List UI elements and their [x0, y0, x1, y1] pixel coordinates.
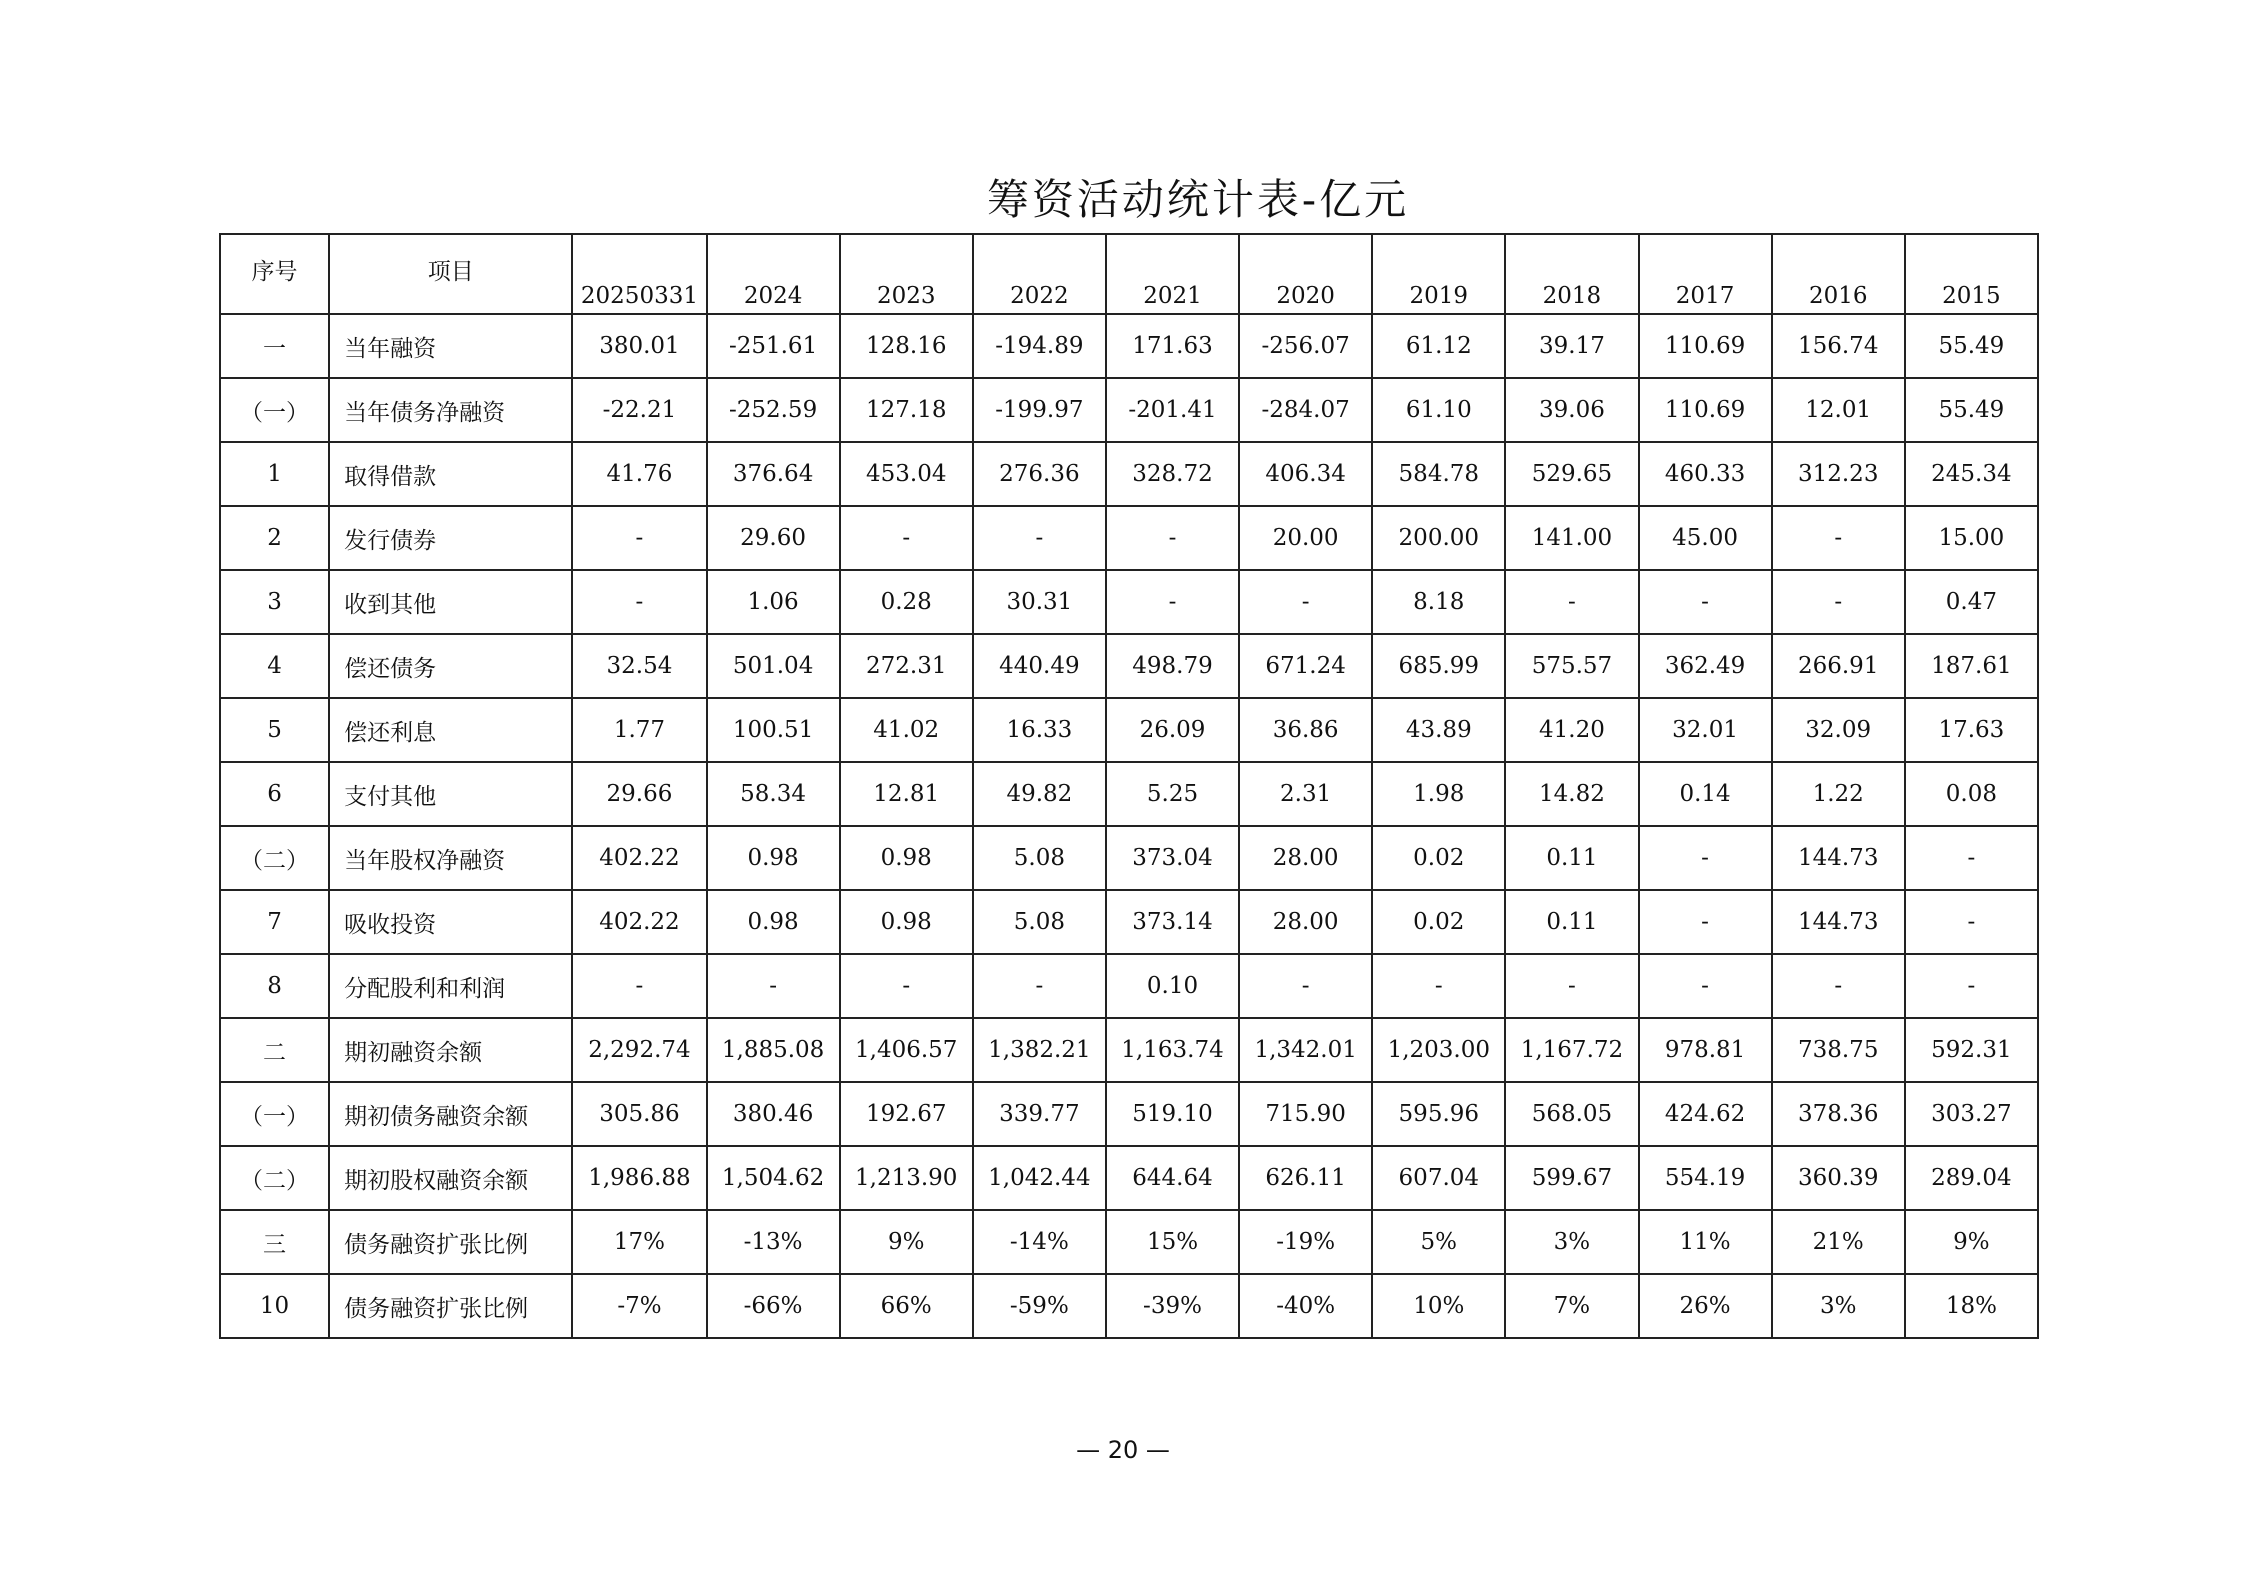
value-cell: -: [840, 506, 973, 570]
value-cell: 362.49: [1639, 634, 1772, 698]
value-cell: 0.14: [1639, 762, 1772, 826]
value-cell: 568.05: [1505, 1082, 1638, 1146]
value-cell: 32.54: [572, 634, 706, 698]
value-cell: 1,382.21: [973, 1018, 1106, 1082]
row-item: 支付其他: [329, 762, 572, 826]
value-cell: 0.11: [1505, 826, 1638, 890]
value-cell: 339.77: [973, 1082, 1106, 1146]
value-cell: 1,885.08: [707, 1018, 840, 1082]
value-cell: 3%: [1772, 1274, 1905, 1338]
value-cell: 1,203.00: [1372, 1018, 1505, 1082]
value-cell: -: [1106, 570, 1239, 634]
value-cell: 17%: [572, 1210, 706, 1274]
value-cell: 0.98: [840, 826, 973, 890]
table-row: [220, 890, 2038, 954]
value-cell: 128.16: [840, 314, 973, 378]
value-cell: 9%: [840, 1210, 973, 1274]
value-cell: -: [1505, 570, 1638, 634]
value-cell: 245.34: [1905, 442, 2038, 506]
value-cell: -: [1639, 826, 1772, 890]
value-cell: 460.33: [1639, 442, 1772, 506]
value-cell: -: [973, 954, 1106, 1018]
row-item: 分配股利和利润: [329, 954, 572, 1018]
table-row: [220, 378, 2038, 442]
value-cell: -: [1505, 954, 1638, 1018]
table-body: [220, 314, 2038, 1338]
value-cell: 276.36: [973, 442, 1106, 506]
value-cell: -13%: [707, 1210, 840, 1274]
value-cell: 0.28: [840, 570, 973, 634]
value-cell: 29.66: [572, 762, 706, 826]
value-cell: 0.11: [1505, 890, 1638, 954]
value-cell: -256.07: [1239, 314, 1372, 378]
value-cell: 501.04: [707, 634, 840, 698]
value-cell: 61.12: [1372, 314, 1505, 378]
value-cell: -: [1772, 570, 1905, 634]
value-cell: 41.76: [572, 442, 706, 506]
table-row: [220, 1018, 2038, 1082]
value-cell: 289.04: [1905, 1146, 2038, 1210]
value-cell: -284.07: [1239, 378, 1372, 442]
value-cell: 272.31: [840, 634, 973, 698]
value-cell: 376.64: [707, 442, 840, 506]
value-cell: 10%: [1372, 1274, 1505, 1338]
value-cell: -: [1772, 506, 1905, 570]
table-row: [220, 506, 2038, 570]
row-seq: 5: [220, 698, 329, 762]
table-row: [220, 762, 2038, 826]
value-cell: 671.24: [1239, 634, 1372, 698]
value-cell: 9%: [1905, 1210, 2038, 1274]
value-cell: 36.86: [1239, 698, 1372, 762]
header-year: 20250331: [572, 234, 706, 314]
value-cell: 0.02: [1372, 826, 1505, 890]
value-cell: 61.10: [1372, 378, 1505, 442]
value-cell: 0.98: [840, 890, 973, 954]
value-cell: -194.89: [973, 314, 1106, 378]
header-year: 2019: [1372, 234, 1505, 314]
value-cell: 55.49: [1905, 378, 2038, 442]
value-cell: 11%: [1639, 1210, 1772, 1274]
row-item: 期初股权融资余额: [329, 1146, 572, 1210]
value-cell: 584.78: [1372, 442, 1505, 506]
row-seq: 8: [220, 954, 329, 1018]
value-cell: 1,342.01: [1239, 1018, 1372, 1082]
row-item: 期初债务融资余额: [329, 1082, 572, 1146]
value-cell: 440.49: [973, 634, 1106, 698]
value-cell: 1.77: [572, 698, 706, 762]
row-item: 债务融资扩张比例: [329, 1274, 572, 1338]
value-cell: 110.69: [1639, 378, 1772, 442]
value-cell: 1,213.90: [840, 1146, 973, 1210]
value-cell: 41.02: [840, 698, 973, 762]
value-cell: 1,986.88: [572, 1146, 706, 1210]
row-item: 当年股权净融资: [329, 826, 572, 890]
value-cell: -: [1905, 954, 2038, 1018]
header-year: 2021: [1106, 234, 1239, 314]
value-cell: 1,406.57: [840, 1018, 973, 1082]
value-cell: 7%: [1505, 1274, 1638, 1338]
row-seq: （二）: [220, 826, 329, 890]
value-cell: 715.90: [1239, 1082, 1372, 1146]
value-cell: -: [973, 506, 1106, 570]
row-seq: 7: [220, 890, 329, 954]
row-item: 当年融资: [329, 314, 572, 378]
page-title: 筹资活动统计表-亿元: [986, 175, 1410, 224]
table-row: [220, 314, 2038, 378]
table-row: [220, 1082, 2038, 1146]
value-cell: 402.22: [572, 890, 706, 954]
header-year: 2024: [707, 234, 840, 314]
value-cell: 328.72: [1106, 442, 1239, 506]
value-cell: 0.98: [707, 890, 840, 954]
row-item: 期初融资余额: [329, 1018, 572, 1082]
value-cell: -7%: [572, 1274, 706, 1338]
row-item: 偿还利息: [329, 698, 572, 762]
table-row: [220, 570, 2038, 634]
row-seq: 2: [220, 506, 329, 570]
value-cell: 1,167.72: [1505, 1018, 1638, 1082]
value-cell: 402.22: [572, 826, 706, 890]
value-cell: 39.17: [1505, 314, 1638, 378]
value-cell: -: [1372, 954, 1505, 1018]
value-cell: -199.97: [973, 378, 1106, 442]
value-cell: 141.00: [1505, 506, 1638, 570]
table-row: [220, 954, 2038, 1018]
row-item: 收到其他: [329, 570, 572, 634]
value-cell: -39%: [1106, 1274, 1239, 1338]
value-cell: 599.67: [1505, 1146, 1638, 1210]
value-cell: 575.57: [1505, 634, 1638, 698]
value-cell: 519.10: [1106, 1082, 1239, 1146]
value-cell: 1.22: [1772, 762, 1905, 826]
value-cell: 424.62: [1639, 1082, 1772, 1146]
value-cell: 5.08: [973, 826, 1106, 890]
row-item: 发行债券: [329, 506, 572, 570]
value-cell: 978.81: [1639, 1018, 1772, 1082]
table-header-row: [220, 234, 2038, 314]
value-cell: 0.10: [1106, 954, 1239, 1018]
page-number: — 20 —: [1076, 1436, 1170, 1464]
value-cell: 29.60: [707, 506, 840, 570]
value-cell: -: [572, 506, 706, 570]
value-cell: -: [1639, 890, 1772, 954]
value-cell: 738.75: [1772, 1018, 1905, 1082]
header-item: 项目: [329, 234, 572, 314]
value-cell: 15.00: [1905, 506, 2038, 570]
value-cell: -66%: [707, 1274, 840, 1338]
value-cell: -: [1772, 954, 1905, 1018]
value-cell: 0.47: [1905, 570, 2038, 634]
value-cell: 305.86: [572, 1082, 706, 1146]
value-cell: 2.31: [1239, 762, 1372, 826]
value-cell: 171.63: [1106, 314, 1239, 378]
value-cell: -: [572, 954, 706, 1018]
value-cell: 266.91: [1772, 634, 1905, 698]
value-cell: 26.09: [1106, 698, 1239, 762]
table-row: [220, 826, 2038, 890]
value-cell: 41.20: [1505, 698, 1638, 762]
table-row: [220, 1146, 2038, 1210]
header-year: 2018: [1505, 234, 1638, 314]
value-cell: 1,163.74: [1106, 1018, 1239, 1082]
value-cell: 373.04: [1106, 826, 1239, 890]
value-cell: 644.64: [1106, 1146, 1239, 1210]
row-seq: 三: [220, 1210, 329, 1274]
row-seq: 3: [220, 570, 329, 634]
value-cell: 12.81: [840, 762, 973, 826]
value-cell: 32.09: [1772, 698, 1905, 762]
value-cell: 18%: [1905, 1274, 2038, 1338]
header-year: 2022: [973, 234, 1106, 314]
value-cell: 529.65: [1505, 442, 1638, 506]
value-cell: -: [572, 570, 706, 634]
value-cell: 360.39: [1772, 1146, 1905, 1210]
row-seq: 1: [220, 442, 329, 506]
value-cell: 0.08: [1905, 762, 2038, 826]
value-cell: -14%: [973, 1210, 1106, 1274]
value-cell: -: [840, 954, 973, 1018]
value-cell: 39.06: [1505, 378, 1638, 442]
value-cell: 5.08: [973, 890, 1106, 954]
value-cell: 8.18: [1372, 570, 1505, 634]
value-cell: 45.00: [1639, 506, 1772, 570]
value-cell: -: [1639, 954, 1772, 1018]
value-cell: 406.34: [1239, 442, 1372, 506]
value-cell: -: [1106, 506, 1239, 570]
value-cell: 498.79: [1106, 634, 1239, 698]
value-cell: 28.00: [1239, 890, 1372, 954]
value-cell: 1.06: [707, 570, 840, 634]
value-cell: 453.04: [840, 442, 973, 506]
row-item: 债务融资扩张比例: [329, 1210, 572, 1274]
value-cell: -: [1905, 890, 2038, 954]
value-cell: 32.01: [1639, 698, 1772, 762]
value-cell: 1,042.44: [973, 1146, 1106, 1210]
row-item: 吸收投资: [329, 890, 572, 954]
value-cell: 127.18: [840, 378, 973, 442]
value-cell: 685.99: [1372, 634, 1505, 698]
value-cell: 595.96: [1372, 1082, 1505, 1146]
value-cell: -201.41: [1106, 378, 1239, 442]
value-cell: 607.04: [1372, 1146, 1505, 1210]
value-cell: -: [1239, 954, 1372, 1018]
row-seq: （二）: [220, 1146, 329, 1210]
value-cell: 16.33: [973, 698, 1106, 762]
value-cell: 49.82: [973, 762, 1106, 826]
header-year: 2020: [1239, 234, 1372, 314]
table-row: [220, 698, 2038, 762]
value-cell: 2,292.74: [572, 1018, 706, 1082]
table-row: [220, 634, 2038, 698]
value-cell: -19%: [1239, 1210, 1372, 1274]
row-seq: 6: [220, 762, 329, 826]
value-cell: 66%: [840, 1274, 973, 1338]
row-seq: 10: [220, 1274, 329, 1338]
value-cell: 373.14: [1106, 890, 1239, 954]
value-cell: 30.31: [973, 570, 1106, 634]
row-item: 取得借款: [329, 442, 572, 506]
row-item: 偿还债务: [329, 634, 572, 698]
value-cell: 156.74: [1772, 314, 1905, 378]
row-seq: 一: [220, 314, 329, 378]
value-cell: 312.23: [1772, 442, 1905, 506]
value-cell: 380.01: [572, 314, 706, 378]
header-year: 2017: [1639, 234, 1772, 314]
header-year: 2015: [1905, 234, 2038, 314]
value-cell: -: [707, 954, 840, 1018]
value-cell: 187.61: [1905, 634, 2038, 698]
value-cell: 14.82: [1505, 762, 1638, 826]
value-cell: 3%: [1505, 1210, 1638, 1274]
financing-activity-table: [219, 233, 2039, 1339]
header-year: 2016: [1772, 234, 1905, 314]
value-cell: -: [1905, 826, 2038, 890]
value-cell: 28.00: [1239, 826, 1372, 890]
value-cell: 144.73: [1772, 890, 1905, 954]
value-cell: -251.61: [707, 314, 840, 378]
value-cell: 21%: [1772, 1210, 1905, 1274]
value-cell: -: [1239, 570, 1372, 634]
value-cell: 5.25: [1106, 762, 1239, 826]
value-cell: 43.89: [1372, 698, 1505, 762]
value-cell: 110.69: [1639, 314, 1772, 378]
value-cell: 303.27: [1905, 1082, 2038, 1146]
value-cell: 26%: [1639, 1274, 1772, 1338]
value-cell: 15%: [1106, 1210, 1239, 1274]
value-cell: 200.00: [1372, 506, 1505, 570]
value-cell: -: [1639, 570, 1772, 634]
value-cell: 100.51: [707, 698, 840, 762]
value-cell: 554.19: [1639, 1146, 1772, 1210]
value-cell: 20.00: [1239, 506, 1372, 570]
value-cell: 12.01: [1772, 378, 1905, 442]
row-seq: 二: [220, 1018, 329, 1082]
row-seq: （一）: [220, 378, 329, 442]
table-row: [220, 1274, 2038, 1338]
value-cell: 1.98: [1372, 762, 1505, 826]
row-seq: （一）: [220, 1082, 329, 1146]
value-cell: 0.02: [1372, 890, 1505, 954]
row-item: 当年债务净融资: [329, 378, 572, 442]
value-cell: 58.34: [707, 762, 840, 826]
value-cell: 380.46: [707, 1082, 840, 1146]
value-cell: 0.98: [707, 826, 840, 890]
value-cell: 144.73: [1772, 826, 1905, 890]
header-year: 2023: [840, 234, 973, 314]
table-row: [220, 1210, 2038, 1274]
row-seq: 4: [220, 634, 329, 698]
value-cell: 626.11: [1239, 1146, 1372, 1210]
value-cell: -22.21: [572, 378, 706, 442]
value-cell: 1,504.62: [707, 1146, 840, 1210]
table-row: [220, 442, 2038, 506]
value-cell: 592.31: [1905, 1018, 2038, 1082]
header-seq: 序号: [220, 234, 329, 314]
value-cell: -40%: [1239, 1274, 1372, 1338]
value-cell: -59%: [973, 1274, 1106, 1338]
value-cell: 17.63: [1905, 698, 2038, 762]
value-cell: 55.49: [1905, 314, 2038, 378]
value-cell: 192.67: [840, 1082, 973, 1146]
value-cell: -252.59: [707, 378, 840, 442]
value-cell: 5%: [1372, 1210, 1505, 1274]
value-cell: 378.36: [1772, 1082, 1905, 1146]
